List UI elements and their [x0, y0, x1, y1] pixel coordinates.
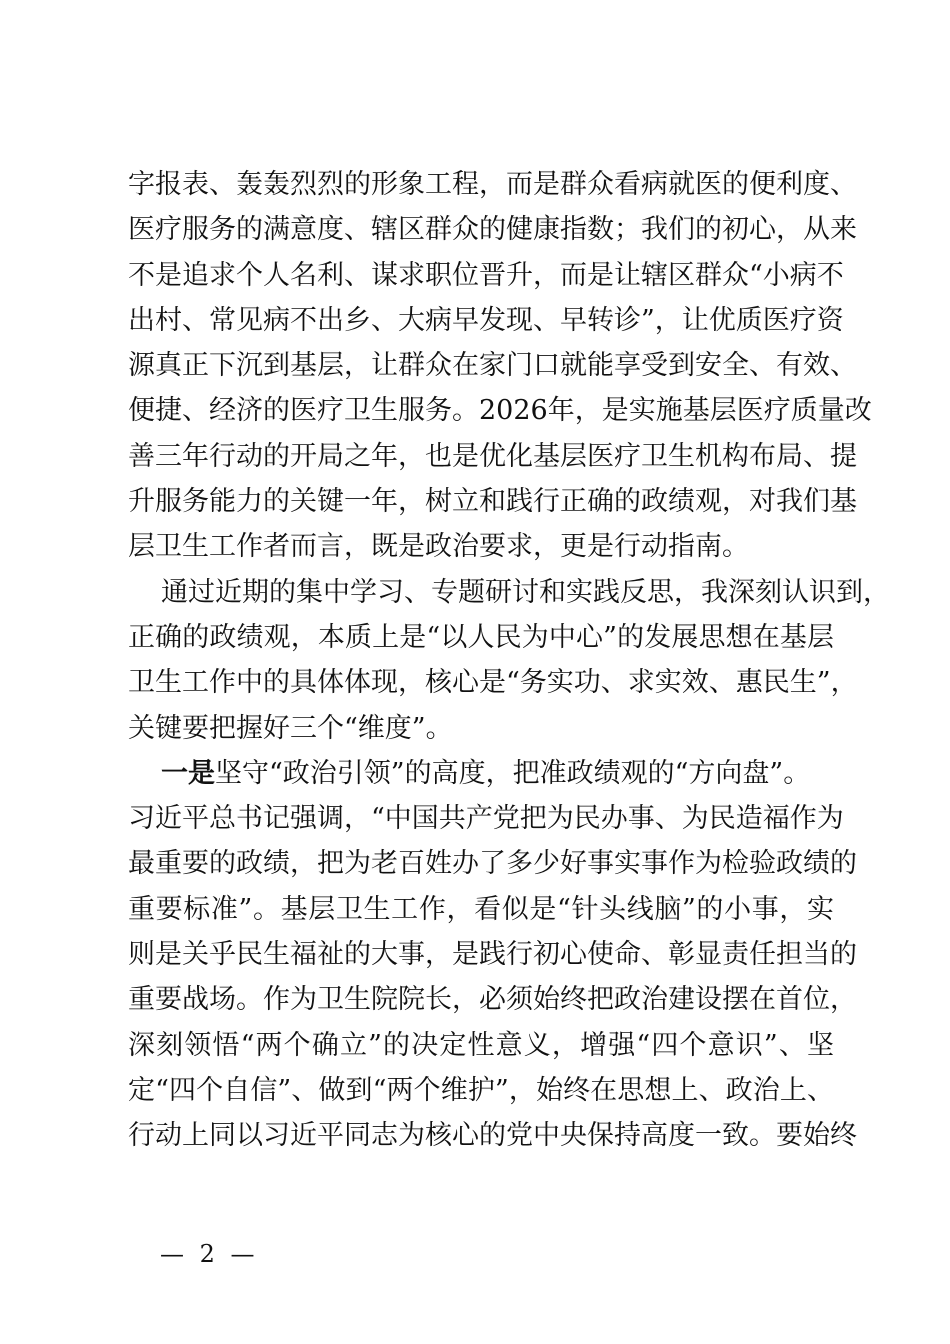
text-line: 正确的政绩观，本质上是“以人民为中心”的发展思想在基层: [128, 621, 834, 653]
text-line: 定“四个自信”、做到“两个维护”，始终在思想上、政治上、: [128, 1074, 834, 1106]
paragraph-3: [128, 751, 857, 1159]
text-line: 层卫生工作者而言，既是政治要求，更是行动指南。: [128, 531, 749, 563]
text-line: 善三年行动的开局之年，也是优化基层医疗卫生机构布局、提: [128, 440, 857, 472]
text-line: 重要标准”。基层卫生工作，看似是“针头线脑”的小事，实: [128, 893, 834, 925]
text-span: 坚守“政治引领”的高度，把准政绩观的“方向盘”。: [215, 757, 811, 789]
text-line: 最重要的政绩，把为老百姓办了多少好事实事作为检验政绩的: [128, 848, 857, 880]
document-body: [128, 162, 890, 1159]
text-line: 则是关乎民生福祉的大事，是践行初心使命、彰显责任担当的: [128, 939, 857, 971]
text-line: [128, 751, 834, 796]
text-line: 关键要把握好三个“维度”。: [128, 712, 453, 744]
text-line: 升服务能力的关键一年，树立和践行正确的政绩观，对我们基: [128, 486, 857, 518]
text-line: 医疗服务的满意度、辖区群众的健康指数；我们的初心，从来: [128, 214, 857, 246]
page-number: — 2 —: [160, 1240, 259, 1268]
text-line: 便捷、经济的医疗卫生服务。2026年，是实施基层医疗质量改: [128, 395, 872, 427]
paragraph-2: [128, 570, 890, 751]
text-line: 字报表、轰轰烈烈的形象工程，而是群众看病就医的便利度、: [128, 169, 857, 200]
text-line: 出村、常见病不出乡、大病早发现、早转诊”，让优质医疗资: [128, 304, 844, 336]
text-line: 深刻领悟“两个确立”的决定性意义，增强“四个意识”、坚: [128, 1029, 834, 1061]
text-line: 重要战场。作为卫生院院长，必须始终把政治建设摆在首位，: [128, 984, 857, 1016]
text-line: 卫生工作中的具体体现，核心是“务实功、求实效、惠民生”，: [128, 667, 858, 699]
text-line: 源真正下沉到基层，让群众在家门口就能享受到安全、有效、: [128, 350, 857, 382]
paragraph-1: [128, 162, 872, 570]
paragraph-lead-bold: 一是: [161, 757, 215, 789]
text-line: 不是追求个人名利、谋求职位晋升，而是让辖区群众“小病不: [128, 259, 844, 291]
text-line: 通过近期的集中学习、专题研讨和实践反思，我深刻认识到，: [161, 576, 890, 608]
text-line: 行动上同以习近平同志为核心的党中央保持高度一致。要始终: [128, 1120, 857, 1152]
text-line: 习近平总书记强调，“中国共产党把为民办事、为民造福作为: [128, 803, 844, 835]
